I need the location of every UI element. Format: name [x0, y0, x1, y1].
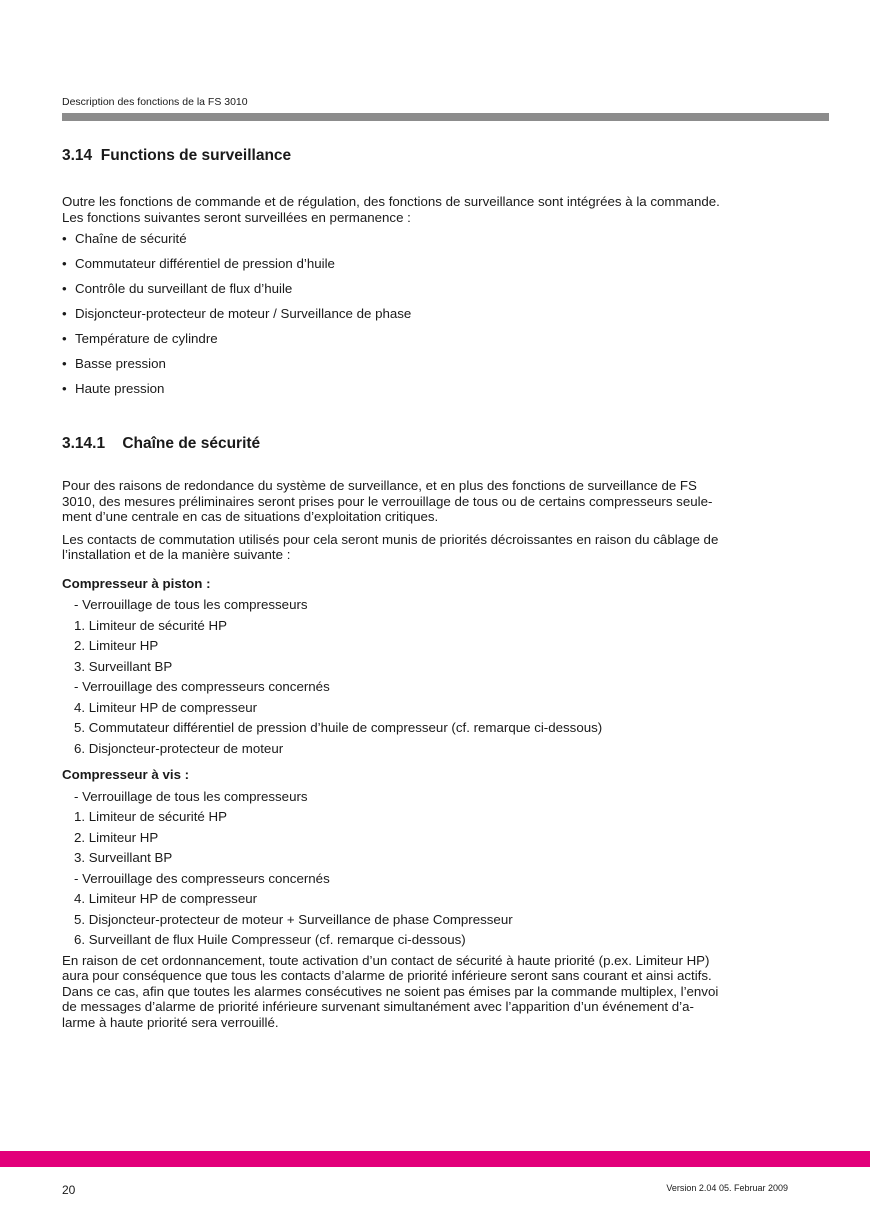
paragraph-line: Pour des raisons de redondance du système de surveillance, et en plus des fonctions de surveillance de FS [62, 478, 697, 493]
list-item: 1. Limiteur de sécurité HP [74, 617, 227, 633]
paragraph-line: Les contacts de commutation utilisés pour cela seront munis de priorités décroissantes en raison du câblage de [62, 531, 719, 547]
piston-heading: Compresseur à piston : [62, 575, 211, 591]
page-number: 20 [62, 1183, 76, 1197]
list-item: 2. Limiteur HP [74, 829, 159, 845]
page-content [62, 146, 802, 1030]
paragraph-line: En raison de cet ordonnancement, toute activation d’un contact de sécurité à haute priorité (p.ex. Limiteur HP) [62, 952, 710, 968]
list-item: 1. Limiteur de sécurité HP [74, 809, 227, 824]
vis-heading: Compresseur à vis : [62, 767, 190, 782]
paragraph-line: 3010, des mesures préliminaires seront prises pour le verrouillage de tous ou de certains compresseurs seule- [62, 493, 713, 509]
monitored-functions-list [62, 231, 802, 397]
list-item: 4. Limiteur HP de compresseur [74, 891, 258, 906]
list-item: • Température de cylindre [62, 331, 802, 347]
paragraph-line: Dans ce cas, afin que toutes les alarmes consécutives ne soient pas émises par la commande multiplex, l’envoi [62, 983, 719, 999]
piston-list [62, 597, 802, 756]
list-item: • Haute pression [62, 381, 802, 397]
list-item: 5. Disjoncteur-protecteur de moteur + Surveillance de phase Compresseur [74, 911, 513, 927]
intro-line: Outre les fonctions de commande et de régulation, des fonctions de surveillance sont intégrées à la commande. [62, 194, 720, 209]
intro-line: Les fonctions suivantes seront surveillées en permanence : [62, 209, 411, 225]
version-info: Version 2.04 05. Februar 2009 [666, 1183, 788, 1193]
running-header: Description des fonctions de la FS 3010 [62, 96, 248, 108]
subsection-title: Chaîne de sécurité [122, 435, 261, 452]
group-title: - Verrouillage de tous les compresseurs [74, 788, 308, 804]
list-item: • Disjoncteur-protecteur de moteur / Surveillance de phase [62, 306, 802, 322]
list-item: • Commutateur différentiel de pression d’huile [62, 256, 802, 272]
subsection-heading [62, 434, 802, 454]
group-title: - Verrouillage de tous les compresseurs [74, 597, 308, 612]
paragraph-line: ment d’une centrale en cas de situations d’exploitation critiques. [62, 509, 439, 524]
list-item: 4. Limiteur HP de compresseur [74, 699, 258, 715]
paragraph-line: l’installation et de la manière suivante : [62, 547, 291, 562]
list-item: 6. Disjoncteur-protecteur de moteur [74, 740, 284, 756]
list-item: • Basse pression [62, 356, 802, 372]
list-item: 3. Surveillant BP [74, 850, 173, 865]
paragraph-line: aura pour conséquence que tous les contacts d’alarme de priorité inférieure seront sans courant et ainsi actifs. [62, 968, 712, 983]
group-title: - Verrouillage des compresseurs concernés [74, 679, 330, 694]
section-title: Functions de surveillance [100, 147, 292, 164]
list-item: • Contrôle du surveillant de flux d’huile [62, 281, 802, 297]
list-item: 3. Surveillant BP [74, 658, 173, 674]
paragraph-line: de messages d’alarme de priorité inférieure survenant simultanément avec l’apparition d’un événement d’a- [62, 999, 694, 1014]
list-item: 5. Commutateur différentiel de pression d’huile de compresseur (cf. remarque ci-dessous) [74, 720, 603, 735]
vis-list [62, 789, 802, 948]
list-item: • Chaîne de sécurité [62, 231, 802, 247]
list-item: 6. Surveillant de flux Huile Compresseur (cf. remarque ci-dessous) [74, 932, 466, 947]
section-number: 3.14 [62, 147, 93, 164]
list-item: 2. Limiteur HP [74, 638, 159, 653]
paragraph-line: larme à haute priorité sera verrouillé. [62, 1014, 279, 1030]
subsection-number: 3.14.1 [62, 435, 106, 452]
header-divider [62, 113, 829, 121]
footer-bar [0, 1151, 870, 1167]
group-title: - Verrouillage des compresseurs concernés [74, 870, 330, 886]
section-heading [62, 146, 802, 166]
